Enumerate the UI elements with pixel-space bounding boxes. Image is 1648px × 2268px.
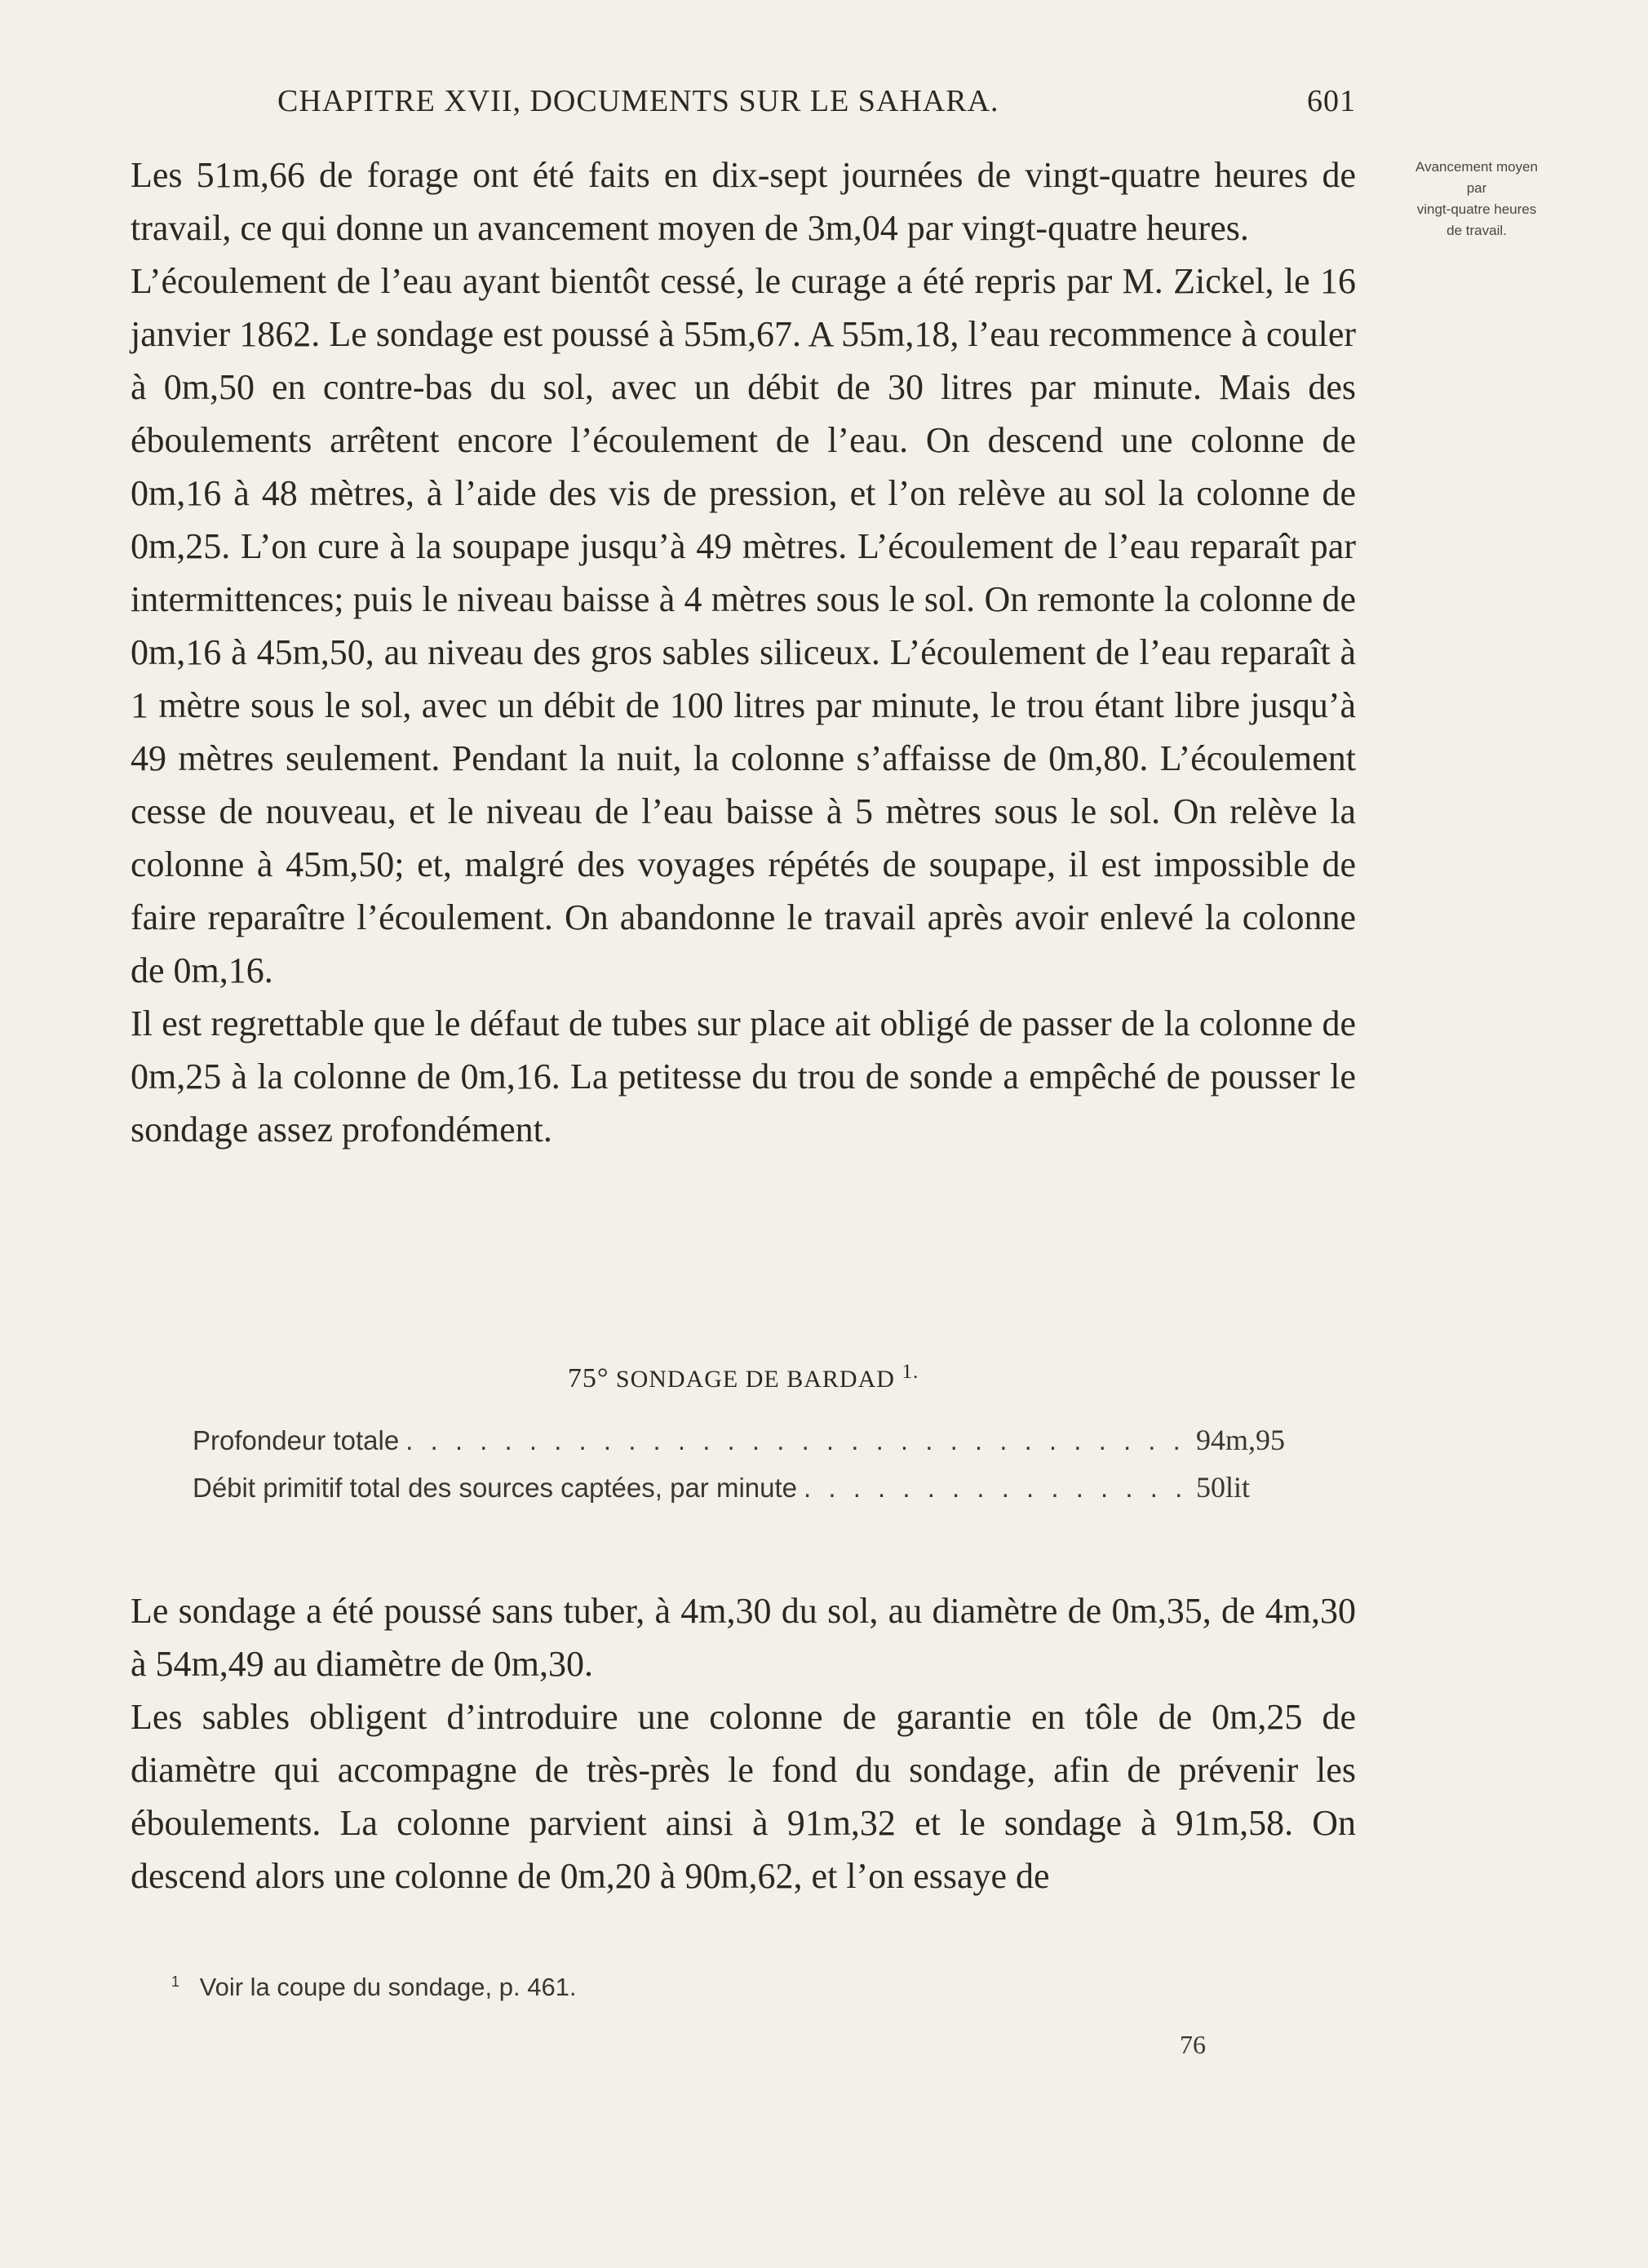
footnote-ref: 1.: [902, 1361, 919, 1383]
row-label: Débit primitif total des sources captées, par minute: [193, 1473, 798, 1503]
paragraph: L’écoulement de l’eau ayant bientôt cessé, le curage a été repris par M. Zickel, le 16 janvier 1862. Le sondage est poussé à 55m,67. A 55m,18, l’eau recommence à couler à 0m,50 en contre-bas du sol, avec un débit de 30 litres par minute. Mais des éboulements arrêtent encore l’écoulement de l’eau. On descend une colonne de 0m,16 à 48 mètres, à l’aide des vis de pression, et l’on relève au sol la colonne de 0m,25. L’on cure à la soupape jusqu’à 49 mètres. L’écoulement de l’eau reparaît par intermittences; puis le niveau baisse à 4 mètres sous le sol. On remonte la colonne de 0m,16 à 45m,50, au niveau des gros sables siliceux. L’écoulement de l’eau reparaît à 1 mètre sous le sol, avec un débit de 100 litres par minute, le trou étant libre jusqu’à 49 mètres seulement. Pendant la nuit, la colonne s’affaisse de 0m,80. L’écoulement cesse de nouveau, et le niveau de l’eau baisse à 5 mètres sous le sol. On relève la colonne à 45m,50; et, malgré des voyages répétés de soupape, il est impossible de faire reparaître l’écoulement. On abandonne le travail après avoir enlevé la colonne de 0m,16.: [131, 261, 1356, 990]
row-label: Profondeur totale: [193, 1425, 400, 1455]
paragraph: Les sables obligent d’introduire une colonne de garantie en tôle de 0m,25 de diamètre qui accompagne de très-près le fond du sondage, afin de prévenir les éboulements. La colonne parvient ainsi à 91m,32 et le sondage à 91m,58. On descend alors une colonne de 0m,20 à 90m,62, et l’on essaye de: [131, 1697, 1356, 1896]
margin-note-line: de travail.: [1446, 223, 1507, 238]
margin-note-line: par: [1466, 180, 1487, 196]
chapter-title: CHAPITRE XVII, DOCUMENTS SUR LE SAHARA.: [277, 84, 999, 118]
row-value: 94m,95: [1196, 1424, 1286, 1456]
leader-dots: [804, 1473, 1189, 1504]
margin-note: [1379, 157, 1575, 241]
margin-note-line: Avancement moyen: [1415, 159, 1538, 175]
leader-dots: [405, 1425, 1189, 1456]
table-row: [193, 1423, 1302, 1470]
data-table: [193, 1423, 1302, 1517]
row-value: 50lit: [1196, 1471, 1251, 1504]
section-heading: [131, 1361, 1356, 1394]
paragraph: Les 51m,66 de forage ont été faits en dix-sept journées de vingt-quatre heures de travail, ce qui donne un avancement moyen de 3m,04 par vingt-quatre heures.: [131, 155, 1356, 248]
paragraph: Il est regrettable que le défaut de tubes sur place ait obligé de passer de la colonne de 0m,25 à la colonne de 0m,16. La petitesse du trou de sonde a empêché de pousser le sondage assez profondément.: [131, 1003, 1356, 1150]
page-number: 601: [1307, 84, 1356, 118]
footnote-marker: 1: [171, 1973, 180, 1990]
body-text-bottom: [131, 1584, 1356, 1903]
margin-note-line: vingt-quatre heures: [1416, 202, 1537, 217]
section-title-text: SONDAGE DE BARDAD: [615, 1366, 895, 1393]
table-row: [193, 1470, 1302, 1517]
footnote-text: Voir la coupe du sondage, p. 461.: [199, 1973, 577, 2001]
section-number: 75°: [567, 1363, 609, 1393]
paragraph: Le sondage a été poussé sans tuber, à 4m,30 du sol, au diamètre de 0m,35, de 4m,30 à 54m,49 au diamètre de 0m,30.: [131, 1591, 1356, 1684]
body-text-top: [131, 148, 1356, 1156]
printer-signature: 76: [1180, 2030, 1206, 2059]
footnote: [171, 1973, 577, 2002]
running-header: [277, 83, 1356, 132]
